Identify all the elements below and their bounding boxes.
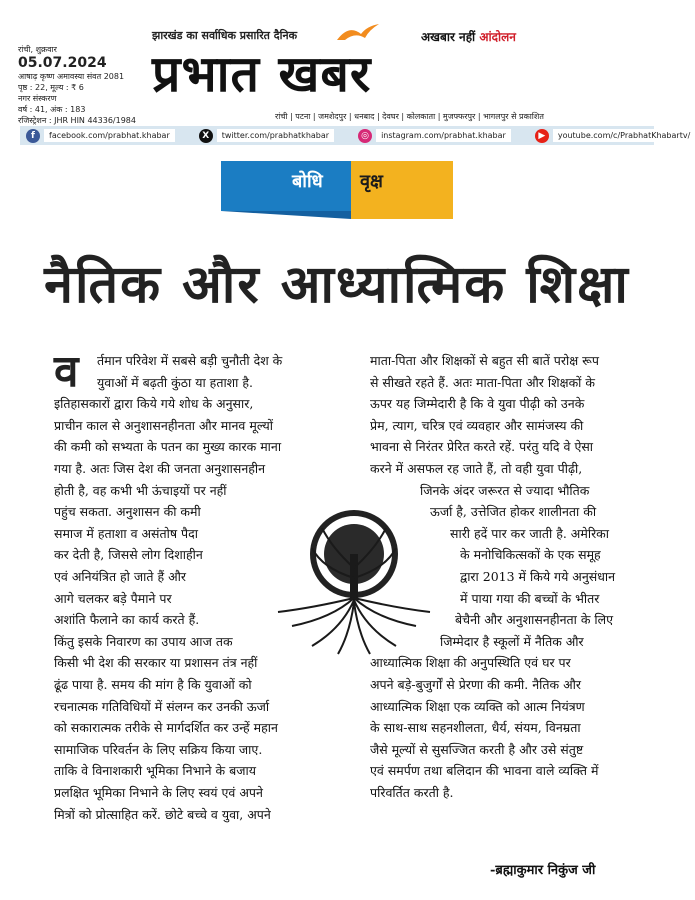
edition-volume: वर्ष : 41, अंक : 183 — [18, 105, 86, 114]
article-line: आध्यात्मिक शिक्षा एक व्यक्ति को आत्म नियंत्रण — [370, 698, 585, 714]
article-line: कर देती है, जिससे लोग दिशाहीन — [54, 547, 203, 563]
article-author: -ब्रह्माकुमार निकुंज जी — [490, 863, 596, 878]
instagram-icon: ◎ — [358, 129, 372, 143]
social-link[interactable] — [193, 129, 334, 143]
social-link-label: youtube.com/c/PrabhatKhabartv/ — [553, 129, 695, 142]
section-banner-blue — [221, 161, 351, 211]
article-line: करने में असफल रह जाते हैं, तो वही युवा पीढ़ी, — [370, 461, 583, 476]
edition-date: 05.07.2024 — [18, 55, 107, 71]
masthead-slogan: अखबार नहीं आंदोलन — [421, 30, 516, 44]
article-line: के मनोचिकित्सकों के एक समूह — [460, 547, 601, 563]
section-title-part2: वृक्ष — [360, 171, 383, 192]
article-line: मित्रों को प्रोत्साहित करें. छोटे बच्चे व युवा, अपने — [54, 806, 271, 822]
article-line: में पाया गया की बच्चों के भीतर — [460, 590, 600, 606]
x-twitter-icon: X — [199, 129, 213, 143]
edition-meta — [18, 44, 148, 126]
article-line: से सीखते रहते हैं. अतः माता-पिता और शिक्षकों के — [370, 374, 595, 390]
article-line: अपने बड़े-बुजुर्गों से प्रेरणा की कमी. नैतिक और — [370, 677, 582, 692]
social-link-label: twitter.com/prabhatkhabar — [217, 129, 334, 142]
article-line: गया है. अतः जिस देश की जनता अनुशासनहीन — [54, 461, 266, 476]
edition-samvat: आषाढ़ कृष्ण अमावस्या संवत 2081 — [18, 72, 125, 81]
youtube-icon: ▶ — [535, 129, 549, 143]
article-line: पहुंच सकता. अनुशासन की कमी — [54, 504, 201, 520]
article-line: एवं अनियंत्रित हो जाते हैं और — [54, 569, 187, 584]
newspaper-logo: प्रभात खबर — [152, 45, 372, 103]
article-line: समाज में हताशा व असंतोष पैदा — [54, 525, 199, 541]
article-line: किंतु इसके निवारण का उपाय आज तक — [54, 633, 233, 649]
drop-cap: व — [54, 346, 79, 397]
edition-price: पृष्ठ : 22, मूल्य : ₹ 6 — [18, 83, 84, 92]
article-line: के साथ-साथ सहनशीलता, धैर्य, संयम, विनम्रता — [370, 720, 581, 736]
edition-registration: रजिस्ट्रेशन : JHR HIN 44336/1984 — [18, 116, 136, 125]
article-line: माता-पिता और शिक्षकों से बहुत सी बातें परोक्ष रूप — [370, 353, 599, 368]
article-line: ढूंढ पाया है. समय की मांग है कि युवाओं को — [54, 677, 252, 692]
section-title-part1: बोधि — [292, 171, 323, 192]
article-line: जिम्मेदार है स्कूलों में नैतिक और — [440, 633, 584, 649]
social-link-label: instagram.com/prabhat.khabar — [376, 129, 511, 142]
article-line: अशांति फैलाने का कार्य करते हैं. — [54, 612, 200, 628]
article-line: र्तमान परिवेश में सबसे बड़ी चुनौती देश के — [97, 353, 283, 368]
edition-city: रांची, शुक्रवार — [18, 45, 57, 54]
article-line: आगे चलकर बड़े पैमाने पर — [54, 590, 172, 606]
article-line: भावना से निरंतर प्रेरित करते रहें. परंतु यदि वे ऐसा — [370, 439, 594, 455]
article-line: ऊर्जा है, उत्तेजित होकर शालीनता की — [430, 504, 597, 520]
article-line: एवं समर्पण तथा बलिदान की भावना वाले व्यक्ति में — [370, 763, 599, 779]
social-link[interactable] — [20, 129, 175, 143]
edition-name: नगर संस्करण — [18, 94, 57, 103]
social-link[interactable] — [529, 129, 695, 143]
article-line: सामाजिक परिवर्तन के लिए सक्रिय किया जाए. — [54, 741, 263, 757]
article-line: इतिहासकारों द्वारा किये गये शोध के अनुसार, — [54, 396, 254, 412]
social-link[interactable] — [352, 129, 511, 143]
facebook-icon: f — [26, 129, 40, 143]
article-line: की कमी को सभ्यता के पतन का मुख्य कारक माना — [54, 439, 282, 455]
article-line: द्वारा 2013 में किये गये अनुसंधान — [460, 569, 616, 584]
article-line: युवाओं में बढ़ती कुंठा या हताशा है. — [97, 374, 254, 390]
article-line: ताकि वे विनाशकारी भूमिका निभाने के बजाय — [54, 763, 257, 779]
article-headline: नैतिक और आध्यात्मिक शिक्षा — [44, 255, 630, 315]
tree-illustration-icon — [272, 508, 436, 656]
article-line: प्राचीन काल से अनुशासनहीनता और मानव मूल्यों — [54, 417, 274, 433]
article-line: ऊपर यह जिम्मेदारी है कि वे युवा पीढ़ी को उनके — [370, 396, 585, 412]
social-link-label: facebook.com/prabhat.khabar — [44, 129, 175, 142]
article-line: प्रलक्षित भूमिका निभाने के लिए स्वयं एवं अपने — [54, 785, 263, 800]
article-line: को सकारात्मक तरीके से मार्गदर्शित कर उन्हें महान — [54, 720, 278, 736]
article-line: रचनात्मक गतिविधियों में संलग्न कर उनकी ऊर्जा — [54, 698, 270, 714]
published-cities: रांची | पटना | जमशेदपुर | धनबाद | देवघर | कोलकाता | मुजफ्फरपुर | भागलपुर से प्रकाशित — [275, 112, 544, 121]
article-line: प्रेम, त्याग, चरित्र एवं व्यवहार और सामंजस्य की — [370, 417, 584, 433]
article-line: किसी भी देश की सरकार या प्रशासन तंत्र नहीं — [54, 655, 258, 671]
section-banner-fold — [221, 211, 351, 219]
article-line: बेचैनी और अनुशासनहीनता के लिए — [455, 612, 614, 628]
article-line: जैसे मूल्यों से सुसज्जित करती है और उसे संतुष्ट — [370, 741, 584, 757]
article-line: जिनके अंदर जरूरत से ज्यादा भौतिक — [420, 482, 590, 498]
article-line: आध्यात्मिक शिक्षा की अनुपस्थिति एवं घर पर — [370, 655, 571, 671]
social-bar — [20, 126, 691, 145]
article-line: सारी हदें पार कर जाती है. अमेरिका — [450, 525, 610, 541]
article-line: परिवर्तित करती है. — [370, 785, 454, 800]
masthead-tagline: झारखंड का सर्वाधिक प्रसारित दैनिक — [152, 29, 298, 42]
article-line: होती है, वह कभी भी ऊंचाइयों पर नहीं — [54, 482, 227, 498]
bird-logo-icon — [335, 20, 381, 44]
